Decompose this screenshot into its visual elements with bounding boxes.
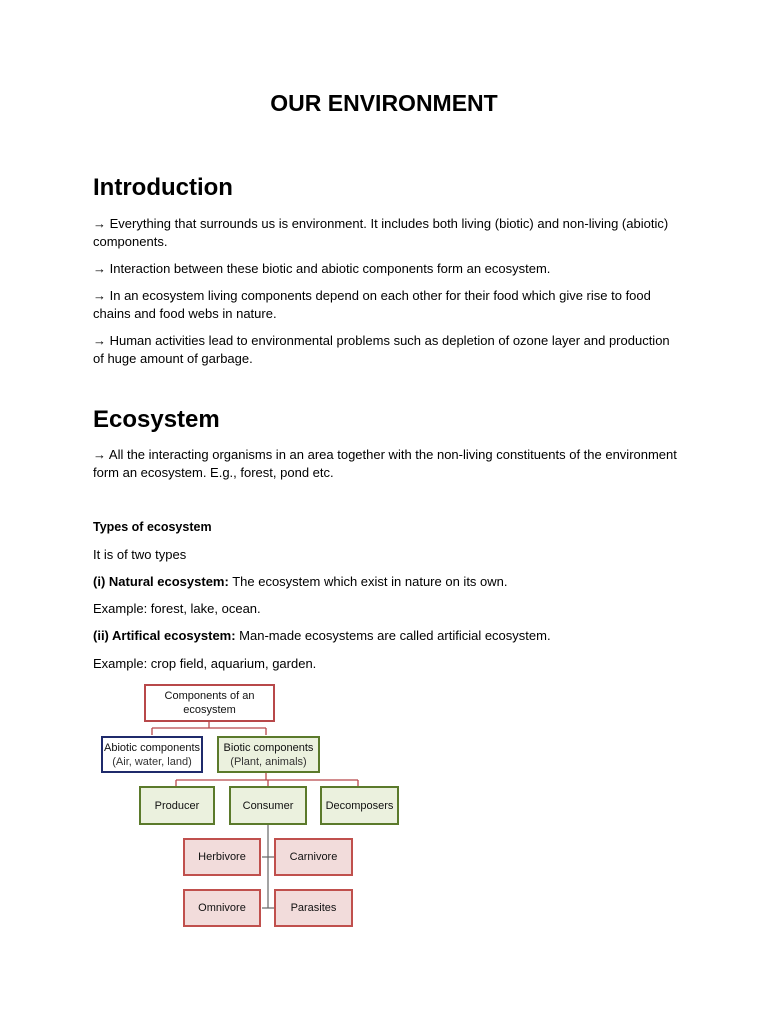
diagram-node-parasites: Parasites — [274, 889, 353, 927]
intro-paragraph-1: → Everything that surrounds us is environment. It includes both living (biotic) and non-living (abiotic) components. — [93, 216, 669, 249]
introduction-heading: Introduction — [93, 174, 233, 201]
artificial-ecosystem-text: Man-made ecosystems are called artificial ecosystem. — [235, 628, 551, 643]
intro-paragraph-2: → Interaction between these biotic and abiotic components form an ecosystem. — [93, 261, 551, 276]
artificial-example: Example: crop field, aquarium, garden. — [93, 656, 317, 671]
natural-example: Example: forest, lake, ocean. — [93, 601, 261, 616]
diagram-node-omnivore: Omnivore — [183, 889, 261, 927]
diagram-node-biotic — [217, 736, 320, 773]
diagram-node-abiotic — [101, 736, 203, 773]
ecosystem-paragraph: → All the interacting organisms in an area together with the non-living constituents of the environment form an ecosystem. E.g., forest, pond etc. — [93, 447, 677, 480]
ecosystem-components-diagram — [100, 680, 410, 935]
diagram-node-herbivore: Herbivore — [183, 838, 261, 876]
natural-ecosystem-label: (i) Natural ecosystem: — [93, 574, 229, 589]
diagram-node-producer: Producer — [139, 786, 215, 825]
biotic-label: Biotic components — [223, 741, 314, 754]
artificial-ecosystem-line — [93, 627, 678, 645]
types-heading: Types of ecosystem — [93, 520, 212, 534]
diagram-node-consumer: Consumer — [229, 786, 307, 825]
biotic-sub: (Plant, animals) — [230, 755, 307, 768]
natural-ecosystem-text: The ecosystem which exist in nature on its own. — [228, 574, 508, 589]
ecosystem-heading: Ecosystem — [93, 406, 220, 433]
diagram-node-carnivore: Carnivore — [274, 838, 353, 876]
abiotic-label: Abiotic components — [104, 741, 200, 754]
intro-paragraph-3: → In an ecosystem living components depend on each other for their food which give rise to food chains and food webs in nature. — [93, 288, 651, 321]
types-intro: It is of two types — [93, 547, 187, 562]
artificial-ecosystem-label: (ii) Artifical ecosystem: — [93, 628, 236, 643]
diagram-node-decomposers: Decomposers — [320, 786, 399, 825]
natural-ecosystem-line — [93, 573, 678, 591]
intro-paragraph-4: → Human activities lead to environmental problems such as depletion of ozone layer and production of huge amount of garbage. — [93, 333, 670, 366]
diagram-node-root: Components of an ecosystem — [144, 684, 275, 722]
document-title: OUR ENVIRONMENT — [270, 90, 498, 116]
abiotic-sub: (Air, water, land) — [112, 755, 192, 768]
